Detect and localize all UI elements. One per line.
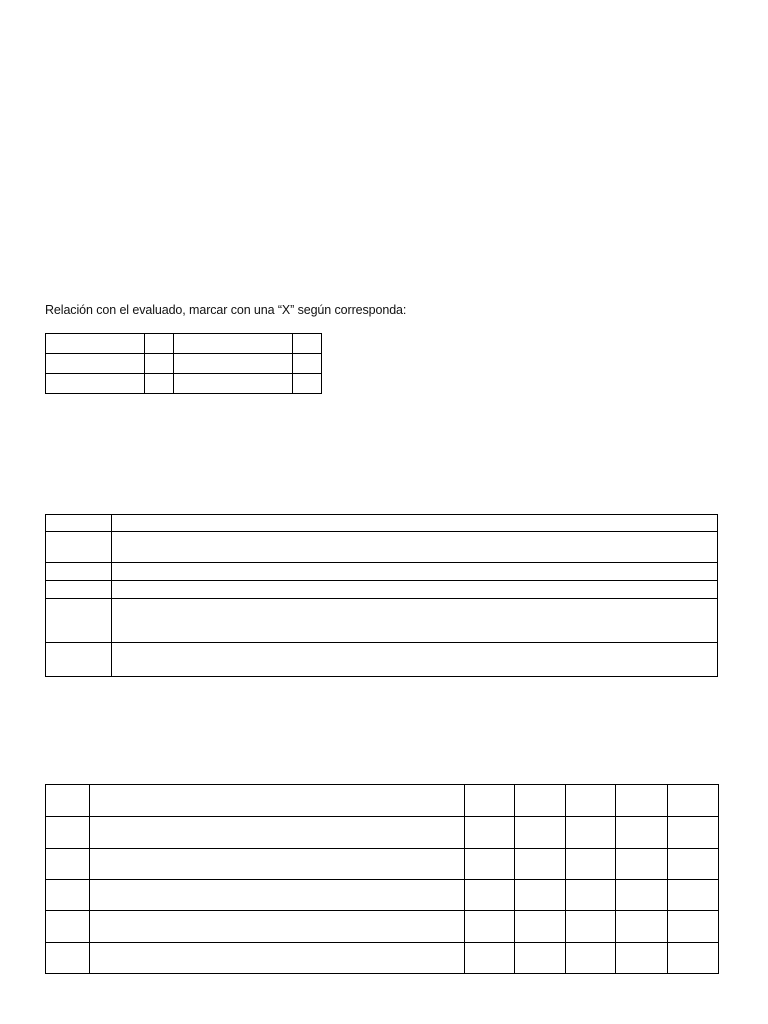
rating-score-cell[interactable] xyxy=(616,911,668,943)
rating-score-cell[interactable] xyxy=(465,911,515,943)
relation-label-cell xyxy=(174,374,293,394)
rating-score-cell[interactable] xyxy=(515,817,566,849)
criteria-code-cell xyxy=(46,581,112,599)
table-row xyxy=(46,334,322,354)
criteria-description-cell xyxy=(112,599,718,643)
relation-table xyxy=(45,333,322,394)
rating-item-cell xyxy=(90,849,465,880)
rating-score-cell[interactable] xyxy=(566,880,616,911)
relation-label-cell xyxy=(174,354,293,374)
rating-number-cell xyxy=(46,817,90,849)
rating-score-cell[interactable] xyxy=(515,785,566,817)
table-row xyxy=(46,515,718,532)
rating-score-cell[interactable] xyxy=(515,880,566,911)
rating-number-cell xyxy=(46,911,90,943)
relation-label-cell xyxy=(46,374,145,394)
table-row xyxy=(46,581,718,599)
rating-score-cell[interactable] xyxy=(616,880,668,911)
table-row xyxy=(46,599,718,643)
table-row xyxy=(46,849,719,880)
rating-score-cell[interactable] xyxy=(566,849,616,880)
rating-table xyxy=(45,784,719,974)
rating-score-cell[interactable] xyxy=(616,817,668,849)
relation-mark-cell[interactable] xyxy=(145,354,174,374)
rating-score-cell[interactable] xyxy=(668,849,719,880)
table-row xyxy=(46,563,718,581)
relation-mark-cell[interactable] xyxy=(293,354,322,374)
criteria-table xyxy=(45,514,718,677)
rating-score-cell[interactable] xyxy=(465,817,515,849)
criteria-description-cell xyxy=(112,515,718,532)
rating-score-cell[interactable] xyxy=(616,849,668,880)
instruction-text: Relación con el evaluado, marcar con una “X” según corresponda: xyxy=(45,303,407,317)
rating-score-cell[interactable] xyxy=(566,817,616,849)
rating-score-cell[interactable] xyxy=(515,943,566,974)
rating-score-cell[interactable] xyxy=(515,849,566,880)
rating-score-cell[interactable] xyxy=(668,785,719,817)
table-row xyxy=(46,643,718,677)
table-row xyxy=(46,817,719,849)
table-row xyxy=(46,785,719,817)
criteria-code-cell xyxy=(46,515,112,532)
rating-score-cell[interactable] xyxy=(465,943,515,974)
criteria-description-cell xyxy=(112,581,718,599)
criteria-description-cell xyxy=(112,532,718,563)
rating-item-cell xyxy=(90,911,465,943)
table-row xyxy=(46,911,719,943)
rating-item-cell xyxy=(90,785,465,817)
rating-score-cell[interactable] xyxy=(465,880,515,911)
relation-label-cell xyxy=(174,334,293,354)
rating-item-cell xyxy=(90,943,465,974)
relation-mark-cell[interactable] xyxy=(293,374,322,394)
rating-number-cell xyxy=(46,880,90,911)
relation-mark-cell[interactable] xyxy=(145,374,174,394)
rating-score-cell[interactable] xyxy=(465,849,515,880)
rating-score-cell[interactable] xyxy=(616,785,668,817)
rating-score-cell[interactable] xyxy=(566,911,616,943)
rating-score-cell[interactable] xyxy=(616,943,668,974)
table-row xyxy=(46,374,322,394)
rating-score-cell[interactable] xyxy=(566,785,616,817)
table-row xyxy=(46,354,322,374)
criteria-code-cell xyxy=(46,643,112,677)
relation-label-cell xyxy=(46,354,145,374)
criteria-code-cell xyxy=(46,599,112,643)
rating-number-cell xyxy=(46,785,90,817)
rating-number-cell xyxy=(46,943,90,974)
table-row xyxy=(46,943,719,974)
criteria-description-cell xyxy=(112,563,718,581)
rating-item-cell xyxy=(90,817,465,849)
rating-score-cell[interactable] xyxy=(566,943,616,974)
rating-score-cell[interactable] xyxy=(668,880,719,911)
criteria-description-cell xyxy=(112,643,718,677)
rating-number-cell xyxy=(46,849,90,880)
rating-score-cell[interactable] xyxy=(668,817,719,849)
relation-label-cell xyxy=(46,334,145,354)
criteria-code-cell xyxy=(46,563,112,581)
rating-score-cell[interactable] xyxy=(668,943,719,974)
rating-score-cell[interactable] xyxy=(465,785,515,817)
criteria-code-cell xyxy=(46,532,112,563)
relation-mark-cell[interactable] xyxy=(145,334,174,354)
table-row xyxy=(46,880,719,911)
rating-item-cell xyxy=(90,880,465,911)
relation-mark-cell[interactable] xyxy=(293,334,322,354)
rating-score-cell[interactable] xyxy=(515,911,566,943)
table-row xyxy=(46,532,718,563)
rating-score-cell[interactable] xyxy=(668,911,719,943)
